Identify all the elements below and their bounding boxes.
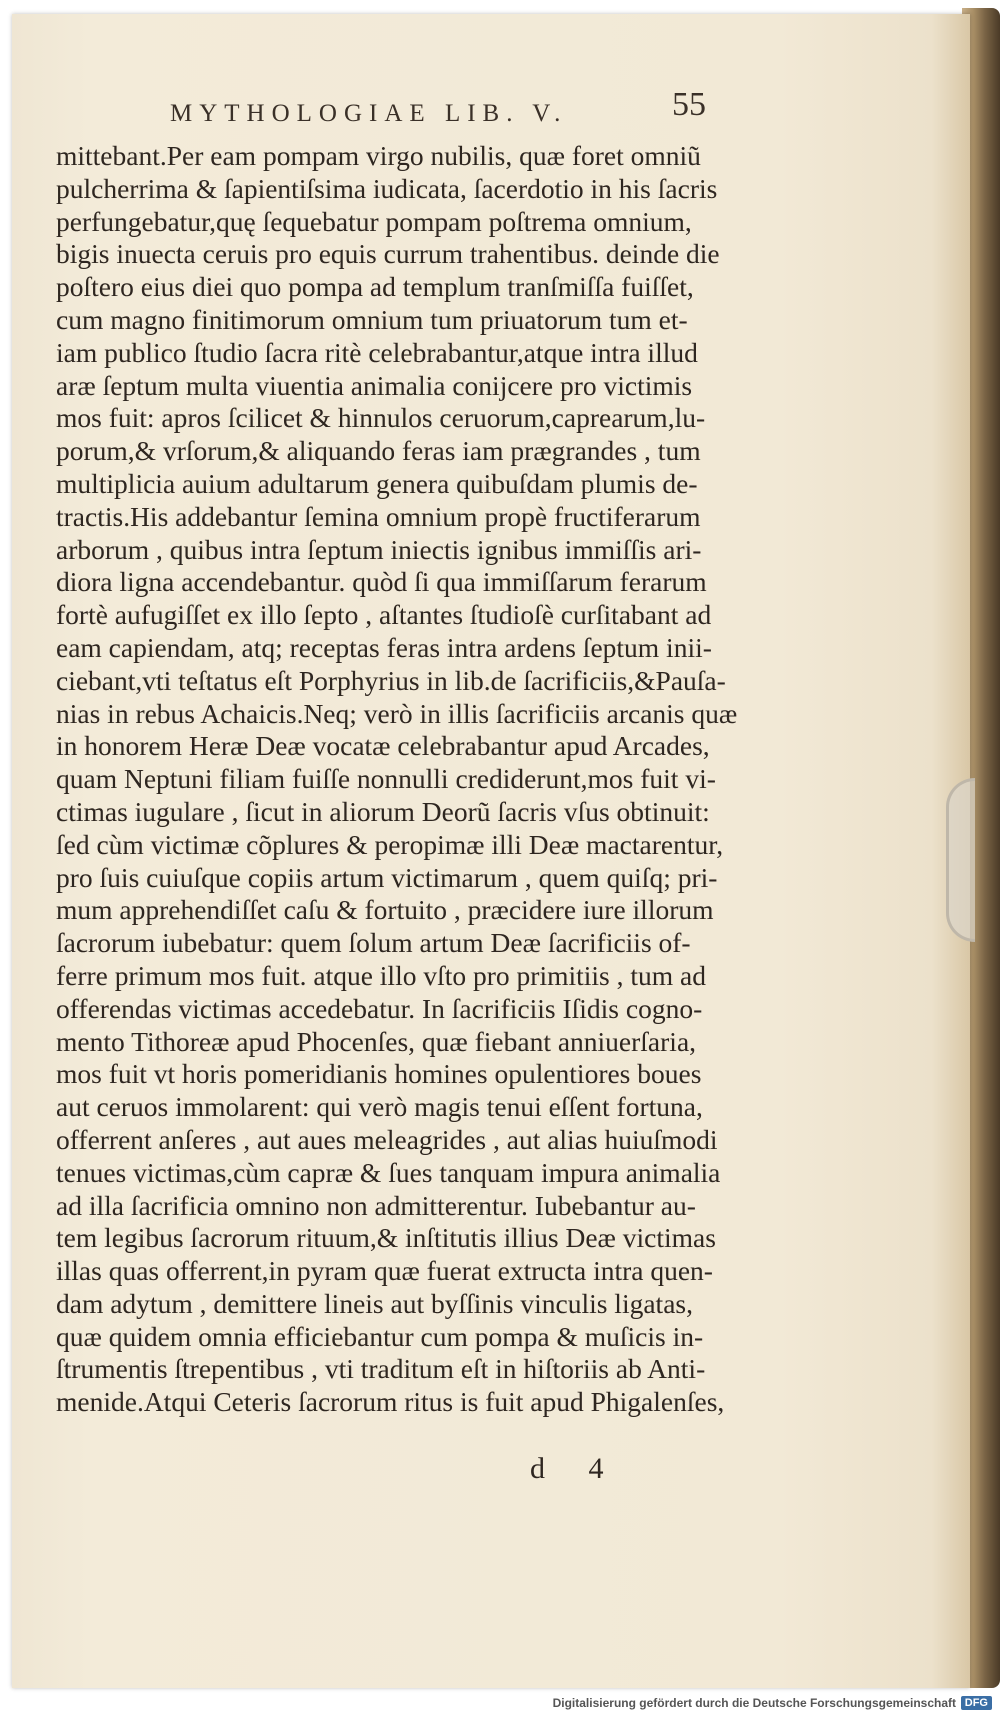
text-line: nias in rebus Achaicis.Neq; verò in illis ſacrificiis arcanis quæ [56, 697, 738, 729]
text-line: aut ceruos immolarent: qui verò magis tenui eſſent fortuna, [56, 1091, 703, 1123]
text-line: tractis.His addebantur ſemina omnium propè fructiferarum [56, 500, 701, 532]
text-line: diora ligna accendebantur. quòd ſi qua immiſſarum ferarum [56, 566, 707, 598]
text-line: offerendas victimas accedebatur. In ſacrificiis Iſidis cogno- [56, 992, 703, 1024]
text-line: mum apprehendiſſet caſu & fortuito , præcidere iure illorum [56, 894, 714, 926]
body-text [56, 140, 746, 1419]
text-line: mos fuit vt horis pomeridianis homines opulentiores boues [56, 1058, 702, 1090]
text-line: porum,& vrſorum,& aliquando feras iam prægrandes , tum [56, 435, 701, 467]
text-line: ſacrorum iubebatur: quem ſolum artum Deæ ſacrificiis of- [56, 927, 691, 959]
page-number: 55 [672, 86, 706, 123]
text-line: quæ quidem omnia efficiebantur cum pompa & muſicis in- [56, 1320, 704, 1352]
text-line: pulcherrima & ſapientiſsima iudicata, ſacerdotio in his ſacris [56, 172, 718, 204]
text-line: mos fuit: apros ſcilicet & hinnulos ceruorum,caprearum,lu- [56, 402, 706, 434]
page-clip [946, 778, 975, 942]
text-line: bigis inuecta ceruis pro equis currum trahentibus. deinde die [56, 238, 720, 270]
text-line: ciebant,vti teſtatus eſt Porphyrius in lib.de ſacrificiis,&Pauſa- [56, 664, 726, 696]
text-line: tenues victimas,cùm capræ & ſues tanquam impura animalia [56, 1156, 721, 1188]
text-line: fortè aufugiſſet ex illo ſepto , aſtantes ſtudioſè curſitabant ad [56, 599, 712, 631]
text-line: menide.Atqui Ceteris ſacrorum ritus is fuit apud Phigalenſes, [56, 1386, 725, 1418]
text-line: ſed cùm victimæ cõplures & peropimæ illi Deæ mactarentur, [56, 828, 724, 860]
text-line: multiplicia auium adultarum genera quibuſdam plumis de- [56, 467, 698, 499]
running-head: MYTHOLOGIAE LIB. V. [170, 100, 568, 127]
text-line: ad illa ſacrificia omnino non admitterentur. Iubebantur au- [56, 1189, 696, 1221]
text-line: mittebant.Per eam pompam virgo nubilis, quæ foret omniũ [56, 140, 701, 171]
text-line: ferre primum mos fuit. atque illo vſto pro primitiis , tum ad [56, 959, 706, 991]
text-line: offerrent anſeres , aut aues meleagrides , aut alias huiuſmodi [56, 1123, 718, 1155]
text-line: aræ ſeptum multa viuentia animalia conijcere pro victimis [56, 369, 693, 401]
text-line: mento Tithoreæ apud Phocenſes, quæ fiebant anniuerſaria, [56, 1025, 697, 1057]
signature-mark: d 4 [530, 1452, 622, 1485]
text-line: iam publico ſtudio ſacra ritè celebrabantur,atque intra illud [56, 336, 698, 368]
footer-credit: Digitalisierung gefördert durch die Deutsche Forschungsgemeinschaft [552, 1696, 956, 1710]
text-line: ctimas iugulare , ſicut in aliorum Deorũ ſacris vſus obtinuit: [56, 795, 710, 827]
text-line: eam capiendam, atq; receptas feras intra ardens ſeptum inii- [56, 631, 712, 663]
text-line: quam Neptuni filiam fuiſſe nonnulli crediderunt,mos fuit vi- [56, 763, 716, 795]
text-line: ſtrumentis ſtrepentibus , vti traditum eſt in hiſtoriis ab Anti- [56, 1353, 706, 1385]
text-line: illas quas offerrent,in pyram quæ fuerat extructa intra quen- [56, 1255, 713, 1287]
text-line: dam adytum , demittere lineis aut byſſinis vinculis ligatas, [56, 1287, 693, 1319]
text-line: poſtero eius diei quo pompa ad templum tranſmiſſa fuiſſet, [56, 271, 694, 303]
text-line: in honorem Heræ Deæ vocatæ celebrabantur apud Arcades, [56, 730, 710, 762]
text-line: arborum , quibus intra ſeptum iniectis ignibus immiſſis ari- [56, 533, 702, 565]
text-line: pro ſuis cuiuſque copiis artum victimarum , quem quiſq; pri- [56, 861, 718, 893]
text-line: tem legibus ſacrorum rituum,& inſtitutis illius Deæ victimas [56, 1222, 716, 1254]
text-line: perfungebatur,quę ſequebatur pompam poſtrema omnium, [56, 205, 692, 237]
text-line: cum magno finitimorum omnium tum priuatorum tum et- [56, 303, 688, 335]
dfg-logo: DFG [961, 1696, 992, 1710]
